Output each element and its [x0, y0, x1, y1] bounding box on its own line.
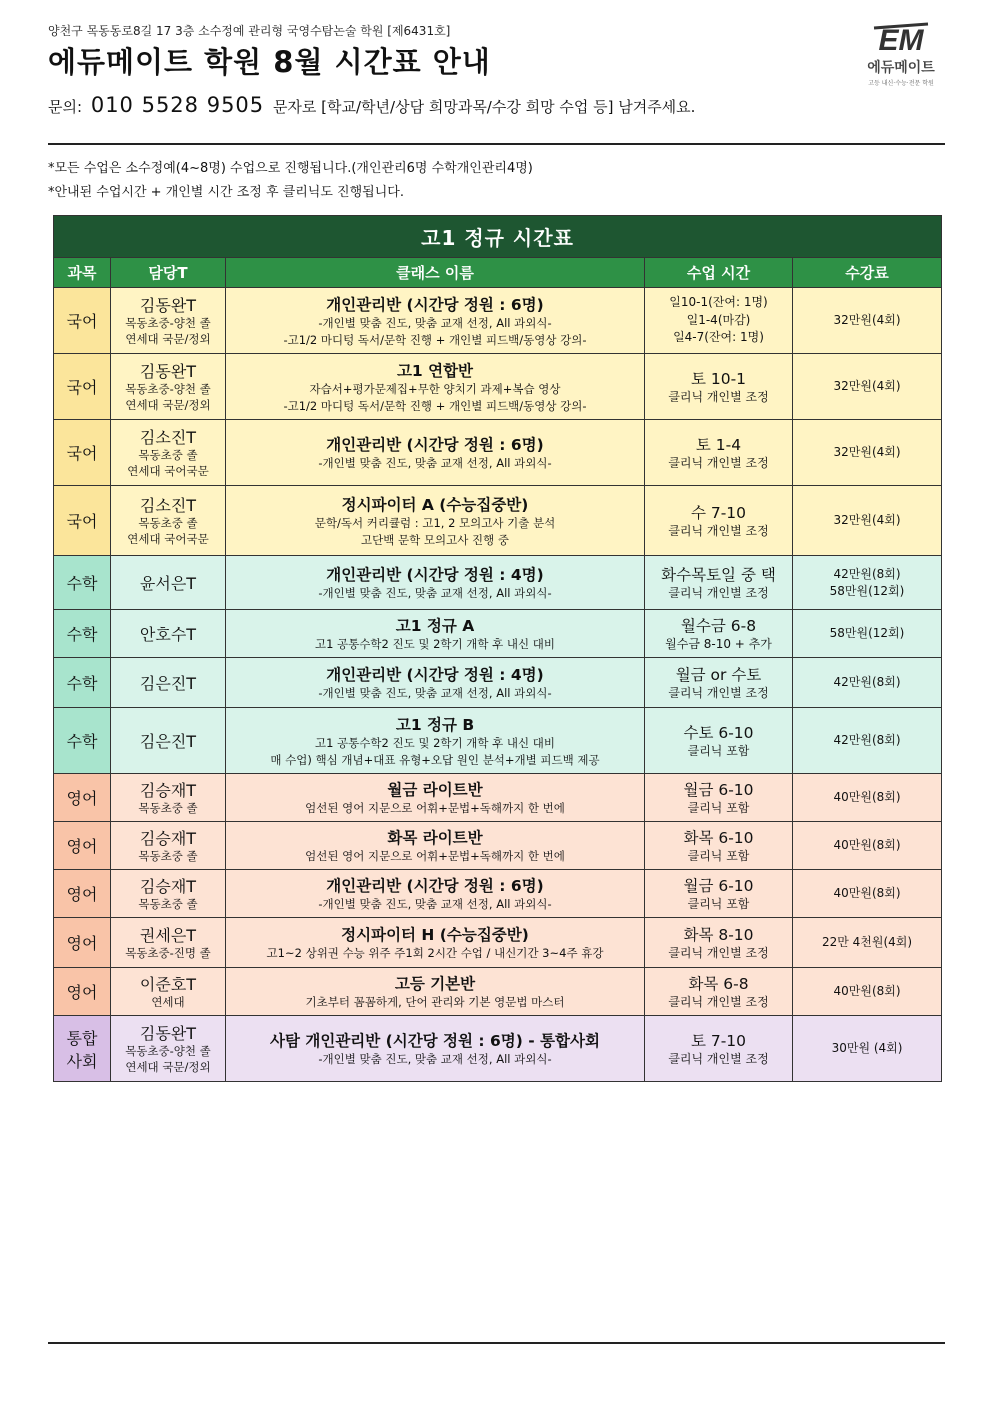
fee-cell [793, 822, 942, 870]
fee-value: 32만원(4회) [833, 313, 901, 328]
class-desc: 엄선된 영어 지문으로 어휘+문법+독해까지 한 번에 [305, 849, 565, 864]
fee-value: 42만원(8회) [833, 675, 901, 690]
fee-cell [793, 870, 942, 918]
time-cell [645, 774, 793, 822]
time-cell [645, 658, 793, 708]
teacher-cell [111, 354, 226, 420]
class-cell [226, 556, 645, 610]
subject-label: 수학 [66, 625, 98, 644]
page-title: 에듀메이트 학원 8월 시간표 안내 [48, 45, 491, 79]
subject-label: 통합 [66, 1028, 98, 1048]
time-sub: 클리닉 개인별 조정 [668, 455, 769, 470]
class-cell [226, 288, 645, 354]
fee-cell [793, 918, 942, 968]
teacher-name: 윤서은T [139, 574, 197, 593]
subject-cell [54, 1016, 111, 1082]
teacher-info: 목동초중 졸 [138, 801, 198, 816]
teacher-cell [111, 708, 226, 774]
header-teacher: 담당T [111, 258, 226, 288]
subject-cell [54, 774, 111, 822]
subject-label: 국어 [66, 512, 98, 531]
time-cell [645, 918, 793, 968]
fee-cell [793, 486, 942, 556]
time-cell [645, 420, 793, 486]
class-name: 개인관리반 (시간당 정원 : 6명) [326, 877, 544, 896]
fee-value: 32만원(4회) [833, 513, 901, 528]
table-row [54, 708, 942, 774]
time-cell [645, 556, 793, 610]
class-name: 고등 기본반 [394, 975, 476, 994]
time-main: 토 7-10 [690, 1031, 747, 1050]
class-name: 개인관리반 (시간당 정원 : 4명) [326, 566, 544, 585]
subject-label: 국어 [66, 444, 98, 463]
fee-value: 58만원(12회) [829, 583, 905, 598]
timetable-title: 고1 정규 시간표 [54, 216, 942, 258]
subject-label: 영어 [66, 934, 98, 953]
table-row [54, 774, 942, 822]
fee-value: 58만원(12회) [829, 626, 905, 641]
class-cell [226, 658, 645, 708]
class-desc: 고1~2 상위권 수능 위주 주1회 2시간 수업 / 내신기간 3~4주 휴강 [266, 946, 604, 961]
teacher-cell [111, 658, 226, 708]
table-row [54, 288, 942, 354]
class-cell [226, 774, 645, 822]
time-main: 화목 8-10 [683, 925, 754, 944]
class-desc: -고1/2 마디텅 독서/문학 진행 + 개인별 피드백/동영상 강의- [283, 332, 587, 347]
fee-value: 42만원(8회) [833, 566, 901, 581]
fee-value: 42만원(8회) [833, 733, 901, 748]
subject-cell [54, 918, 111, 968]
class-name: 개인관리반 (시간당 정원 : 6명) [326, 436, 544, 455]
fee-cell [793, 610, 942, 658]
time-sub: 클리닉 포함 [687, 800, 750, 815]
header-class-name: 클래스 이름 [226, 258, 645, 288]
fee-value: 40만원(8회) [833, 984, 901, 999]
teacher-name: 김은진T [139, 674, 197, 693]
table-row [54, 1016, 942, 1082]
time-cell [645, 870, 793, 918]
contact-phone: 010 5528 9505 [90, 93, 265, 117]
svg-text:EM: EM [878, 24, 924, 56]
subject-cell [54, 658, 111, 708]
class-cell [226, 420, 645, 486]
time-main: 화목 6-10 [683, 828, 754, 847]
fee-value: 32만원(4회) [833, 379, 901, 394]
time-sub: 일10-1(잔여: 1명) [669, 295, 768, 310]
teacher-info: 목동초중 졸 [138, 448, 198, 463]
logo-tagline: 고등 내신·수능·전문 학원 [868, 80, 934, 87]
teacher-info: 목동초중 졸 [138, 849, 198, 864]
time-main: 화수목토일 중 택 [661, 565, 776, 584]
subject-cell [54, 870, 111, 918]
teacher-info: 목동초중-양천 졸 [125, 1044, 211, 1059]
time-main: 월금 6-10 [683, 876, 754, 895]
fee-cell [793, 658, 942, 708]
class-desc: -개인별 맞춤 진도, 맞춤 교재 선정, All 과외식- [318, 1052, 552, 1067]
teacher-info: 목동초중-양천 졸 [125, 316, 211, 331]
teacher-info: 연세대 국문/정외 [125, 332, 211, 346]
teacher-name: 이준호T [139, 975, 197, 995]
class-desc: -개인별 맞춤 진도, 맞춤 교재 선정, All 과외식- [318, 586, 552, 601]
class-name: 정시파이터 A (수능집중반) [341, 495, 529, 514]
fee-value: 40만원(8회) [833, 886, 901, 901]
time-sub: 클리닉 개인별 조정 [668, 685, 769, 700]
teacher-name: 김승재T [139, 781, 197, 801]
teacher-name: 김은진T [139, 732, 197, 751]
fee-value: 30만원 (4회) [831, 1041, 903, 1056]
teacher-info: 목동초중 졸 [138, 897, 198, 912]
time-sub: 클리닉 포함 [687, 743, 750, 758]
time-sub: 일4-7(잔여: 1명) [673, 330, 764, 345]
class-cell [226, 918, 645, 968]
time-cell [645, 822, 793, 870]
subject-cell [54, 968, 111, 1016]
class-desc: 고단백 문학 모의고사 진행 중 [361, 532, 509, 547]
time-sub: 일1-4(마감) [686, 312, 751, 327]
time-main: 월수금 6-8 [680, 616, 757, 635]
class-desc: -고1/2 마디텅 독서/문학 진행 + 개인별 피드백/동영상 강의- [283, 398, 587, 413]
teacher-name: 김소진T [139, 496, 197, 516]
note-2: *안내된 수업시간 + 개인별 시간 조정 후 클리닉도 진행됩니다. [48, 185, 404, 200]
fee-value: 40만원(8회) [833, 838, 901, 853]
class-desc: -개인별 맞춤 진도, 맞춤 교재 선정, All 과외식- [318, 456, 552, 471]
academy-address: 양천구 목동동로8길 17 3층 소수정예 관리형 국영수탐논술 학원 [제6431호] [48, 24, 451, 38]
class-name: 월금 라이트반 [387, 781, 483, 800]
table-row [54, 556, 942, 610]
class-cell [226, 354, 645, 420]
edumate-logo-icon [872, 22, 930, 56]
class-cell [226, 822, 645, 870]
fee-cell [793, 1016, 942, 1082]
teacher-cell [111, 822, 226, 870]
time-sub: 클리닉 포함 [687, 848, 750, 863]
teacher-name: 김동완T [139, 296, 197, 316]
time-cell [645, 708, 793, 774]
teacher-name: 김동완T [139, 362, 197, 382]
subject-label: 영어 [66, 885, 98, 904]
logo-brand: 에듀메이트 [867, 60, 935, 76]
class-desc: 기초부터 꼼꼼하게, 단어 관리와 기본 영문법 마스터 [305, 995, 565, 1010]
teacher-name: 김승재T [139, 829, 197, 849]
subject-label: 국어 [66, 378, 98, 397]
time-sub: 클리닉 개인별 조정 [668, 585, 769, 600]
time-sub: 클리닉 개인별 조정 [668, 1051, 769, 1066]
teacher-cell [111, 486, 226, 556]
teacher-cell [111, 774, 226, 822]
teacher-info: 목동초중 졸 [138, 516, 198, 531]
teacher-cell [111, 1016, 226, 1082]
time-main: 월금 6-10 [683, 780, 754, 799]
subject-label: 수학 [66, 574, 98, 593]
time-cell [645, 1016, 793, 1082]
class-desc: 매 수업) 핵심 개념+대표 유형+오답 원인 분석+개별 피드백 제공 [270, 752, 600, 767]
teacher-info: 연세대 국문/정외 [125, 1060, 211, 1074]
subject-cell [54, 556, 111, 610]
table-row [54, 354, 942, 420]
teacher-info: 연세대 국어국문 [127, 464, 209, 478]
teacher-cell [111, 420, 226, 486]
subject-label: 사회 [66, 1051, 98, 1071]
class-cell [226, 708, 645, 774]
time-main: 토 1-4 [695, 435, 742, 454]
class-cell [226, 1016, 645, 1082]
subject-cell [54, 420, 111, 486]
teacher-cell [111, 968, 226, 1016]
class-desc: 자습서+평가문제집+무한 양치기 과제+복습 영상 [309, 381, 561, 396]
time-sub: 클리닉 개인별 조정 [668, 994, 769, 1009]
header-subject: 과목 [54, 258, 111, 288]
fee-value: 40만원(8회) [833, 790, 901, 805]
header-time: 수업 시간 [645, 258, 793, 288]
time-sub: 월수금 8-10 + 추가 [665, 636, 772, 651]
subject-cell [54, 486, 111, 556]
time-main: 수 7-10 [690, 503, 747, 522]
contact-label: 문의: [48, 98, 83, 116]
teacher-name: 김승재T [139, 877, 197, 897]
class-name: 개인관리반 (시간당 정원 : 6명) [326, 295, 544, 314]
class-name: 정시파이터 H (수능집중반) [341, 926, 529, 945]
class-cell [226, 870, 645, 918]
time-main: 수토 6-10 [683, 723, 754, 742]
class-name: 화목 라이트반 [387, 829, 483, 848]
class-desc: -개인별 맞춤 진도, 맞춤 교재 선정, All 과외식- [318, 897, 552, 912]
subject-label: 영어 [66, 837, 98, 856]
class-name: 고1 정규 A [395, 617, 475, 636]
fee-cell [793, 774, 942, 822]
subject-label: 영어 [66, 983, 98, 1002]
time-main: 월금 or 수토 [675, 665, 762, 684]
teacher-cell [111, 556, 226, 610]
note-1: *모든 수업은 소수정예(4~8명) 수업으로 진행됩니다.(개인관리6명 수학개인관리4명) [48, 161, 533, 176]
subject-label: 수학 [66, 732, 98, 751]
class-name: 고1 연합반 [396, 361, 474, 380]
class-desc: -개인별 맞춤 진도, 맞춤 교재 선정, All 과외식- [318, 686, 552, 701]
time-sub: 클리닉 개인별 조정 [668, 523, 769, 538]
class-name: 고1 정규 B [395, 715, 475, 734]
subject-cell [54, 610, 111, 658]
table-row [54, 870, 942, 918]
teacher-cell [111, 610, 226, 658]
teacher-cell [111, 870, 226, 918]
table-row [54, 658, 942, 708]
time-sub: 클리닉 개인별 조정 [668, 945, 769, 960]
teacher-name: 김소진T [139, 428, 197, 448]
teacher-info: 연세대 국어국문 [127, 532, 209, 546]
class-desc: 고1 공통수학2 진도 및 2학기 개학 후 내신 대비 [314, 637, 556, 652]
fee-value: 22만 4천원(4회) [821, 935, 913, 950]
table-row [54, 968, 942, 1016]
time-cell [645, 610, 793, 658]
fee-cell [793, 288, 942, 354]
teacher-info: 연세대 국문/정외 [125, 398, 211, 412]
teacher-cell [111, 288, 226, 354]
teacher-info: 목동초중-진명 졸 [125, 946, 211, 961]
top-divider [48, 143, 945, 145]
timetable [53, 215, 942, 1082]
time-sub: 클리닉 포함 [687, 896, 750, 911]
class-name: 사탐 개인관리반 (시간당 정원 : 6명) - 통합사회 [270, 1032, 600, 1051]
time-sub: 클리닉 개인별 조정 [668, 389, 769, 404]
fee-cell [793, 968, 942, 1016]
class-desc: -개인별 맞춤 진도, 맞춤 교재 선정, All 과외식- [318, 315, 552, 330]
fee-cell [793, 708, 942, 774]
teacher-info: 연세대 [151, 995, 185, 1010]
time-main: 토 10-1 [690, 369, 747, 388]
time-cell [645, 288, 793, 354]
table-row [54, 486, 942, 556]
table-row [54, 420, 942, 486]
fee-cell [793, 354, 942, 420]
table-row [54, 822, 942, 870]
time-cell [645, 968, 793, 1016]
class-desc: 고1 공통수학2 진도 및 2학기 개학 후 내신 대비 [314, 735, 556, 750]
fee-cell [793, 420, 942, 486]
table-row [54, 918, 942, 968]
subject-label: 국어 [66, 312, 98, 331]
teacher-info: 목동초중-양천 졸 [125, 382, 211, 397]
teacher-name: 권세은T [139, 926, 197, 946]
class-cell [226, 486, 645, 556]
table-row [54, 610, 942, 658]
class-cell [226, 610, 645, 658]
class-cell [226, 968, 645, 1016]
class-name: 개인관리반 (시간당 정원 : 4명) [326, 666, 544, 685]
teacher-cell [111, 918, 226, 968]
subject-cell [54, 354, 111, 420]
fee-cell [793, 556, 942, 610]
teacher-name: 안호수T [139, 625, 197, 644]
subject-cell [54, 822, 111, 870]
header-fee: 수강료 [793, 258, 942, 288]
time-main: 화목 6-8 [688, 974, 749, 993]
teacher-name: 김동완T [139, 1024, 197, 1044]
fee-value: 32만원(4회) [833, 445, 901, 460]
contact-line [48, 93, 695, 117]
subject-cell [54, 708, 111, 774]
time-cell [645, 486, 793, 556]
contact-note: 문자로 [학교/학년/상담 희망과목/수강 희망 수업 등] 남겨주세요. [272, 98, 696, 116]
time-cell [645, 354, 793, 420]
subject-cell [54, 288, 111, 354]
bottom-divider [48, 1342, 945, 1344]
subject-label: 수학 [66, 674, 98, 693]
class-desc: 문학/독서 커리큘럼 : 고1, 2 모의고사 기출 분석 [314, 515, 556, 530]
subject-label: 영어 [66, 789, 98, 808]
class-desc: 엄선된 영어 지문으로 어휘+문법+독해까지 한 번에 [305, 801, 565, 816]
academy-logo [858, 22, 944, 92]
